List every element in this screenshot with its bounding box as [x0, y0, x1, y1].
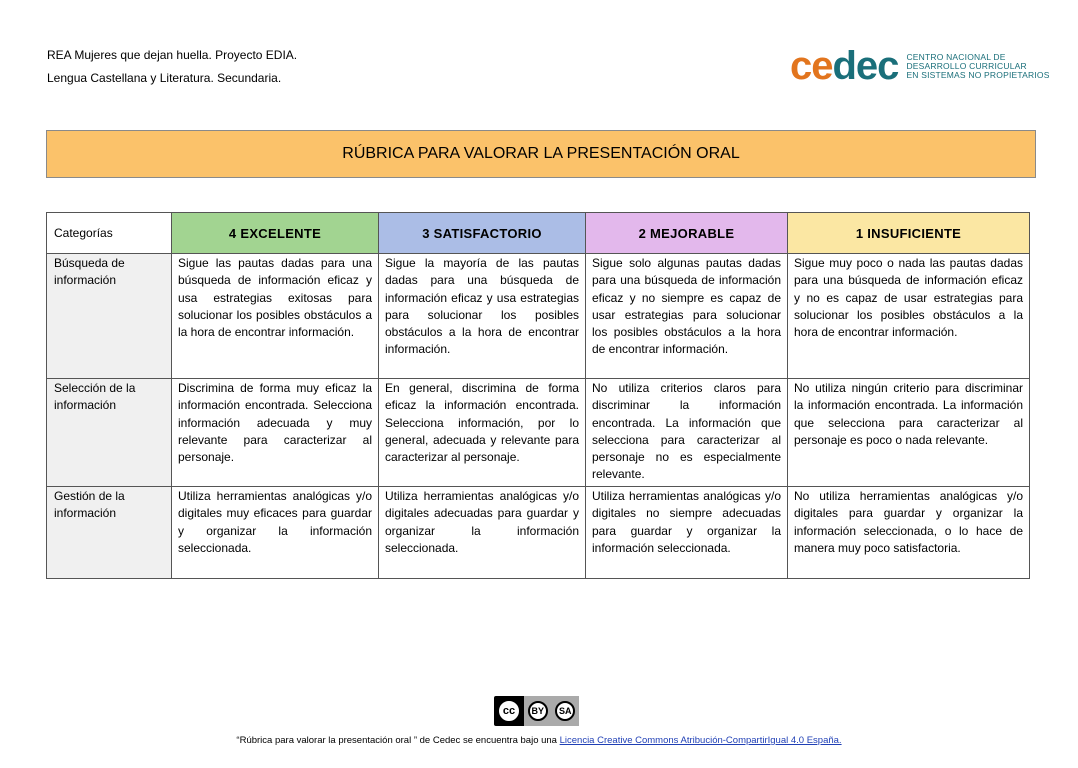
logo-word-ce: ce — [790, 44, 833, 88]
logo-sub-line-3: EN SISTEMAS NO PROPIETARIOS — [906, 69, 1050, 80]
header-level-1: 1 INSUFICIENTE — [788, 213, 1030, 254]
logo-sub-line-1: CENTRO NACIONAL DE — [906, 51, 1006, 62]
license-text: “Rúbrica para valorar la presentación oral ” de Cedec se encuentra bajo una — [236, 735, 560, 746]
document-header — [47, 44, 297, 90]
level-1-cell: No utiliza ningún criterio para discriminar la información encontrada. La información que selecciona para caracterizar al personaje es poco o nada relevante. — [788, 379, 1030, 487]
level-3-cell: En general, discrimina de forma eficaz la información encontrada. Selecciona información, por lo general, adecuada y relevante para caracterizar al personaje. — [379, 379, 586, 487]
license-footer — [0, 735, 1078, 746]
cedec-logo — [790, 46, 1050, 86]
by-attribution-icon: BY — [528, 701, 548, 721]
level-1-cell: No utiliza herramientas analógicas y/o digitales para guardar y organizar la información seleccionada, o lo hace de manera muy poco satisfactoria. — [788, 487, 1030, 579]
table-row — [47, 487, 1030, 579]
category-cell: Selección de la información — [47, 379, 172, 487]
table-header-row — [47, 213, 1030, 254]
logo-sub-line-2: DESARROLLO CURRICULAR — [906, 60, 1027, 71]
cedec-logo-word — [790, 46, 898, 86]
logo-word-dec: dec — [832, 44, 899, 88]
level-4-cell: Discrimina de forma muy eficaz la información encontrada. Selecciona información adecuada y muy relevante para caracterizar al personaje. — [172, 379, 379, 487]
level-1-cell: Sigue muy poco o nada las pautas dadas para una búsqueda de información eficaz y no es capaz de usar estrategias para solucionar los posibles obstáculos a la hora de encontrar información. — [788, 254, 1030, 379]
cc-icon: cc — [497, 699, 521, 723]
level-3-cell: Sigue la mayoría de las pautas dadas para una búsqueda de información eficaz y usa estrategias para solucionar los posibles obstáculos a la hora de encontrar información. — [379, 254, 586, 379]
category-cell: Gestión de la información — [47, 487, 172, 579]
license-link[interactable]: Licencia Creative Commons Atribución-CompartirIgual 4.0 España. — [559, 735, 842, 746]
level-2-cell: Utiliza herramientas analógicas y/o digitales no siempre adecuadas para guardar y organizar la información seleccionada. — [586, 487, 788, 579]
rubric-table — [46, 212, 1030, 579]
cc-icon-wrap — [494, 696, 524, 726]
header-line-project: REA Mujeres que dejan huella. Proyecto EDIA. — [47, 48, 298, 62]
table-row — [47, 379, 1030, 487]
cedec-logo-subtitle — [906, 53, 1049, 80]
level-2-cell: No utiliza criterios claros para discriminar la información encontrada. La información que selecciona para caracterizar al personaje no es especialmente relevante. — [586, 379, 788, 487]
category-cell: Búsqueda de información — [47, 254, 172, 379]
table-row — [47, 254, 1030, 379]
level-2-cell: Sigue solo algunas pautas dadas para una búsqueda de información eficaz y no siempre es capaz de usar estrategias para solucionar los posibles obstáculos a la hora de encontrar información. — [586, 254, 788, 379]
level-4-cell: Utiliza herramientas analógicas y/o digitales muy eficaces para guardar y organizar la información seleccionada. — [172, 487, 379, 579]
rubric-title: RÚBRICA PARA VALORAR LA PRESENTACIÓN ORAL — [46, 130, 1036, 178]
header-line-subject: Lengua Castellana y Literatura. Secundaria. — [47, 71, 282, 85]
level-4-cell: Sigue las pautas dadas para una búsqueda de información eficaz y usa estrategias exitosas para solucionar los posibles obstáculos a la hora de encontrar información. — [172, 254, 379, 379]
header-level-3: 3 SATISFACTORIO — [379, 213, 586, 254]
creative-commons-badge[interactable] — [494, 696, 579, 726]
cc-attributes — [524, 696, 579, 726]
sa-sharealike-icon: SA — [555, 701, 575, 721]
header-categories: Categorías — [47, 213, 172, 254]
level-3-cell: Utiliza herramientas analógicas y/o digitales adecuadas para guardar y organizar la información seleccionada. — [379, 487, 586, 579]
header-level-2: 2 MEJORABLE — [586, 213, 788, 254]
header-level-4: 4 EXCELENTE — [172, 213, 379, 254]
